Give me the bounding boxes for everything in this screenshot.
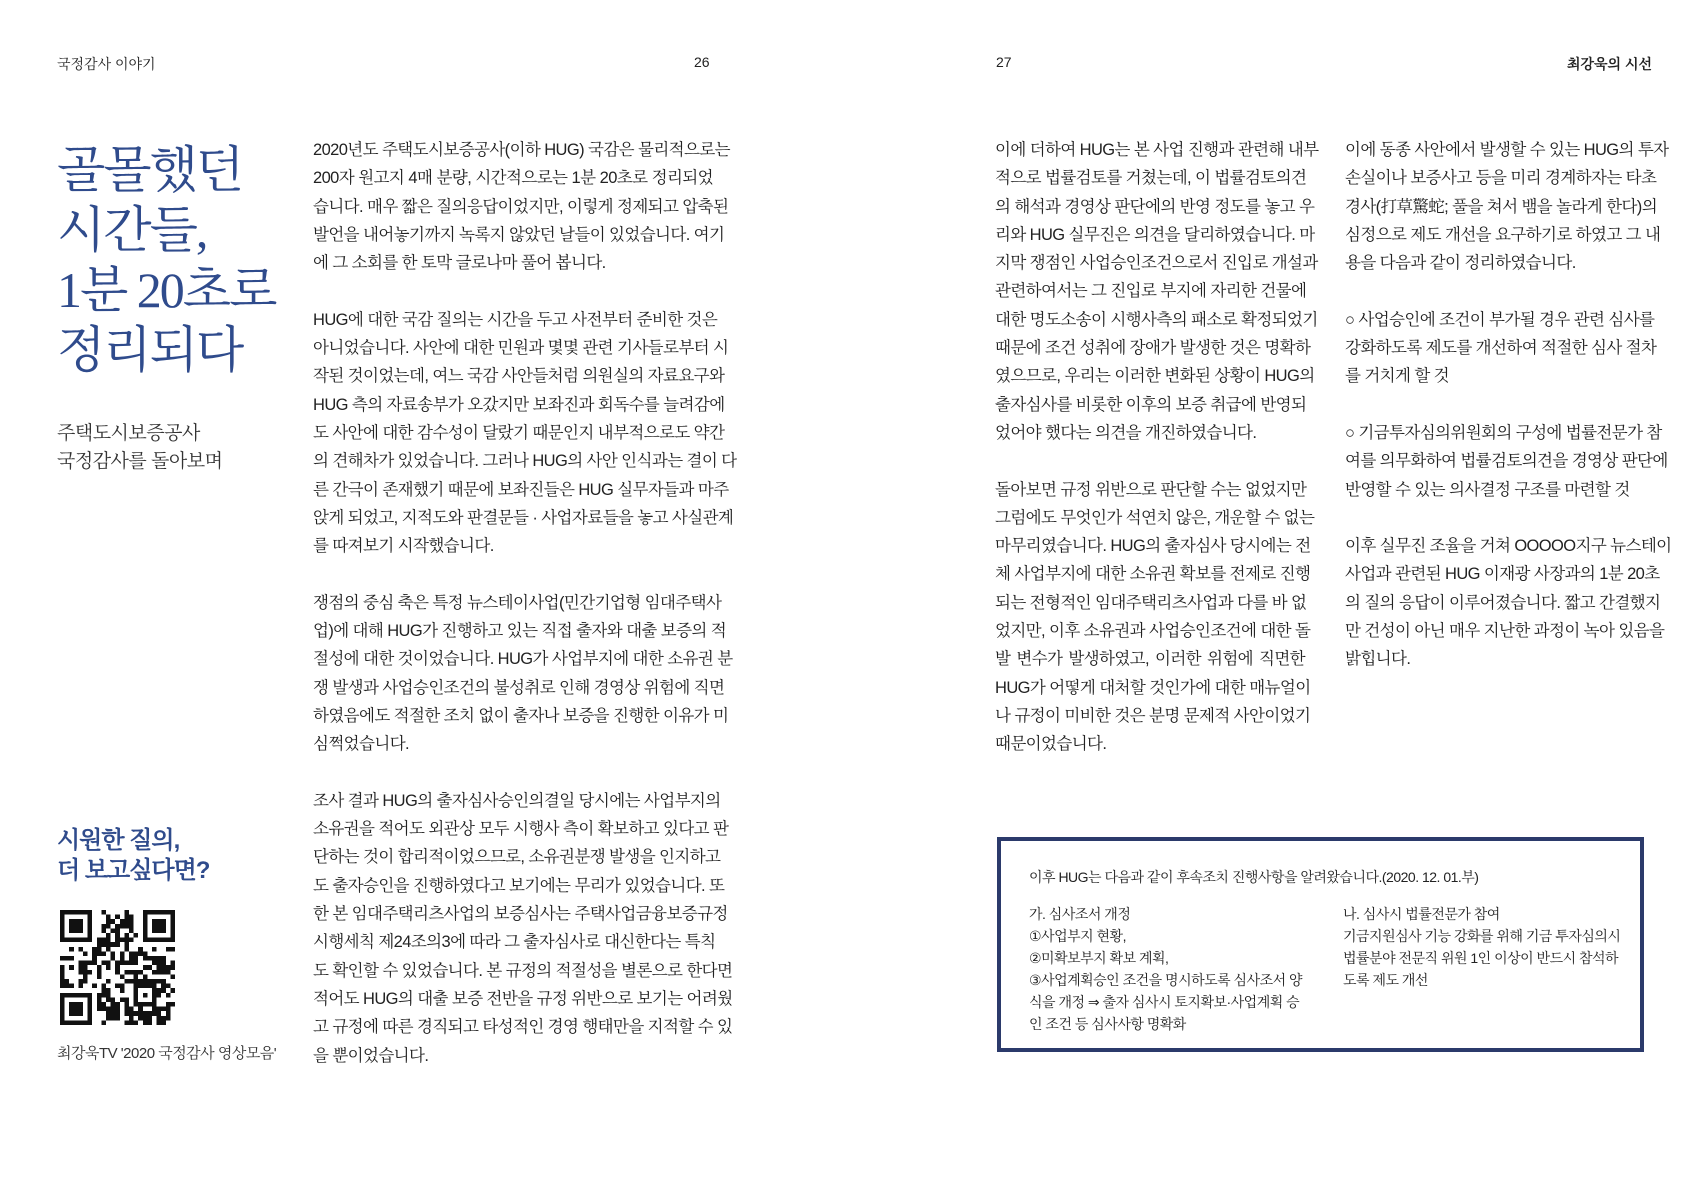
followup-line: 도록 제도 개선: [1343, 972, 1428, 988]
paragraph: [995, 136, 1319, 447]
text-line: ○ 사업승인에 조건이 부가될 경우 관련 심사를: [1345, 310, 1655, 329]
text-line: 쟁 발생과 사업승인조건의 불성취로 인해 경영상 위험에 직면: [313, 678, 725, 697]
followup-line: 식을 개정 ⇒ 출자 심사시 토지확보·사업계획 승: [1029, 994, 1300, 1010]
page-number-left: 26: [694, 54, 710, 70]
paragraph: [1345, 136, 1669, 277]
text-line: 의 견해차가 있었습니다. 그러나 HUG의 사안 인식과는 결이 다: [313, 452, 737, 471]
body-column-1: [313, 136, 737, 1098]
text-line: 고 규정에 따른 경직되고 타성적인 경영 행태만을 지적할 수 있: [313, 1018, 733, 1037]
promo-line: 더 보고싶다면?: [57, 857, 210, 884]
paragraph: [313, 306, 737, 561]
text-line: HUG가 어떻게 대처할 것인가에 대한 매뉴얼이: [995, 678, 1311, 697]
title-line: 정리되다: [57, 322, 243, 378]
paragraph: [313, 136, 731, 277]
text-line: 손실이나 보증사고 등을 미리 경계하자는 타초: [1345, 169, 1657, 188]
text-line: 지막 쟁점인 사업승인조건으로서 진입로 개설과: [995, 254, 1318, 273]
paragraph: [995, 476, 1315, 759]
followup-line: 인 조건 등 심사사항 명확화: [1029, 1016, 1186, 1032]
body-column-3: [1345, 136, 1672, 702]
text-line: 사업과 관련된 HUG 이재광 사장과의 1분 20초: [1345, 565, 1660, 584]
text-line: 었지만, 이후 소유권과 사업승인조건에 대한 돌: [995, 622, 1311, 641]
text-line: 습니다. 매우 짧은 질의응답이었지만, 이렇게 정제되고 압축된: [313, 197, 729, 216]
text-line: 하였음에도 적절한 조치 없이 출자나 보증을 진행한 이유가 미: [313, 706, 729, 725]
text-line: 앉게 되었고, 지적도와 판결문들 · 사업자료들을 놓고 사실관계: [313, 508, 734, 527]
text-line: 대한 명도소송이 시행사측의 패소로 확정되었기: [995, 310, 1318, 329]
qr-caption: 최강욱TV '2020 국정감사 영상모음': [57, 1045, 277, 1062]
text-line: 조사 결과 HUG의 출자심사승인의결일 당시에는 사업부지의: [313, 791, 721, 810]
text-line: 적어도 HUG의 대출 보증 전반을 규정 위반으로 보기는 어려웠: [313, 989, 733, 1008]
page-number-right: 27: [996, 54, 1012, 70]
paragraph: [1345, 306, 1657, 391]
text-line: 돌아보면 규정 위반으로 판단할 수는 없었지만: [995, 480, 1307, 499]
text-line: 시행세칙 제24조의3에 따라 그 출자심사로 대신한다는 특칙: [313, 933, 716, 952]
text-line: 한 본 임대주택리츠사업의 보증심사는 주택사업금융보증규정: [313, 905, 728, 924]
paragraph: [313, 589, 733, 759]
running-title-left: 국정감사 이야기: [57, 56, 156, 72]
body-column-2: [995, 136, 1319, 787]
text-line: 쟁점의 중심 축은 특정 뉴스테이사업(민간기업형 임대주택사: [313, 593, 722, 612]
followup-line: 법률분야 전문직 위원 1인 이상이 반드시 참석하: [1343, 950, 1619, 966]
text-line: 이에 동종 사안에서 발생할 수 있는 HUG의 투자: [1345, 141, 1669, 159]
text-line: 체 사업부지에 대한 소유권 확보를 전제로 진행: [995, 565, 1311, 584]
followup-line: ②미확보부지 확보 계획,: [1029, 950, 1169, 966]
text-line: 경사(打草驚蛇; 풀을 쳐서 뱀을 놀라게 한다)의: [1345, 197, 1658, 216]
text-line: 였으므로, 우리는 이러한 변화된 상황이 HUG의: [995, 367, 1315, 386]
text-line: 른 간극이 존재했기 때문에 보좌진들은 HUG 실무자들과 마주: [313, 480, 729, 499]
text-line: 때문이었습니다.: [995, 735, 1107, 754]
text-line: 마무리였습니다. HUG의 출자심사 당시에는 전: [995, 537, 1311, 556]
followup-line: ①사업부지 현황,: [1029, 928, 1126, 944]
followup-intro: 이후 HUG는 다음과 같이 후속조치 진행사항을 알려왔습니다.(2020. 12. 01.부): [1029, 869, 1479, 885]
followup-line: 기금지원심사 기능 강화를 위해 기금 투자심의시: [1343, 928, 1621, 944]
text-line: 를 따져보기 시작했습니다.: [313, 537, 494, 556]
paragraph: [313, 787, 733, 1070]
followup-item-b: [1343, 903, 1620, 991]
text-line: 발언을 내어놓기까지 녹록지 않았던 날들이 있었습니다. 여기: [313, 225, 725, 244]
text-line: 도 출자승인을 진행하였다고 보기에는 무리가 있었습니다. 또: [313, 876, 725, 895]
title-line: 골몰했던: [57, 142, 243, 198]
text-line: 출자심사를 비롯한 이후의 보증 취급에 반영되: [995, 395, 1307, 414]
text-line: 아니었습니다. 사안에 대한 민원과 몇몇 관련 기사들로부터 시: [313, 339, 729, 358]
running-title-right: 최강욱의 시선: [1566, 56, 1652, 72]
text-line: 절성에 대한 것이었습니다. HUG가 사업부지에 대한 소유권 분: [313, 650, 733, 669]
text-line: 200자 원고지 4매 분량, 시간적으로는 1분 20초로 정리되었: [313, 169, 713, 188]
chapter-title: [57, 140, 275, 380]
text-line: 용을 다음과 같이 정리하였습니다.: [1345, 254, 1576, 273]
text-line: 강화하도록 제도를 개선하여 적절한 심사 절차: [1345, 339, 1657, 358]
qr-code[interactable]: [60, 910, 175, 1025]
text-line: 업)에 대해 HUG가 진행하고 있는 직접 출자와 대출 보증의 적: [313, 622, 727, 641]
text-line: 반영할 수 있는 의사결정 구조를 마련할 것: [1345, 480, 1630, 499]
text-line: 도 확인할 수 있었습니다. 본 규정의 적절성을 별론으로 한다면: [313, 961, 733, 980]
text-line: 의 질의 응답이 이루어졌습니다. 짧고 간결했지: [1345, 593, 1661, 612]
text-line: 발 변수가 발생하였고, 이러한 위험에 직면한: [995, 650, 1305, 669]
followup-line: 가. 심사조서 개정: [1029, 906, 1131, 922]
followup-line: 나. 심사시 법률전문가 참여: [1343, 906, 1500, 922]
text-line: 소유권을 적어도 외관상 모두 시행사 측이 확보하고 있다고 판: [313, 820, 729, 839]
paragraph: [1345, 419, 1668, 504]
text-line: 이후 실무진 조율을 거쳐 OOOOO지구 뉴스테이: [1345, 537, 1672, 556]
text-line: 었어야 했다는 의견을 개진하였습니다.: [995, 423, 1257, 442]
text-line: 그럼에도 무엇인가 석연치 않은, 개운할 수 없는: [995, 508, 1315, 527]
text-line: 때문에 조건 성취에 장애가 발생한 것은 명확하: [995, 339, 1311, 358]
text-line: ○ 기금투자심의위원회의 구성에 법률전문가 참: [1345, 423, 1662, 442]
text-line: 적으로 법률검토를 거쳤는데, 이 법률검토의견: [995, 169, 1307, 188]
text-line: HUG에 대한 국감 질의는 시간을 두고 사전부터 준비한 것은: [313, 310, 718, 329]
text-line: HUG 측의 자료송부가 오갔지만 보좌진과 회독수를 늘려감에: [313, 395, 725, 414]
text-line: 을 뿐이었습니다.: [313, 1046, 429, 1065]
promo-line: 시원한 질의,: [57, 827, 180, 854]
text-line: 밝힙니다.: [1345, 650, 1411, 669]
text-line: 리와 HUG 실무진은 의견을 달리하였습니다. 마: [995, 225, 1315, 244]
text-line: 이에 더하여 HUG는 본 사업 진행과 관련해 내부: [995, 141, 1319, 159]
text-line: 만 건성이 아닌 매우 지난한 과정이 녹아 있음을: [1345, 622, 1665, 641]
video-promo-heading: [57, 826, 209, 886]
text-line: 되는 전형적인 임대주택리츠사업과 다를 바 없: [995, 593, 1307, 612]
text-line: 도 사안에 대한 감수성이 달랐기 때문인지 내부적으로도 약간: [313, 423, 725, 442]
text-line: 나 규정이 미비한 것은 분명 문제적 사안이었기: [995, 706, 1311, 725]
text-line: 여를 의무화하여 법률검토의견을 경영상 판단에: [1345, 452, 1668, 471]
title-line: 시간들,: [57, 202, 207, 258]
text-line: 작된 것이었는데, 여느 국감 사안들처럼 의원실의 자료요구와: [313, 367, 725, 386]
title-line: 1분 20초로: [57, 262, 276, 318]
followup-item-a: [1029, 903, 1302, 1035]
followup-line: ③사업계획승인 조건을 명시하도록 심사조서 양: [1029, 972, 1303, 988]
text-line: 심쩍었습니다.: [313, 735, 410, 754]
text-line: 를 거치게 할 것: [1345, 367, 1449, 386]
text-line: 단하는 것이 합리적이었으므로, 소유권분쟁 발생을 인지하고: [313, 848, 721, 867]
followup-box: [997, 837, 1644, 1052]
text-line: 의 해석과 경영상 판단에의 반영 정도를 놓고 우: [995, 197, 1315, 216]
subtitle-line: 주택도시보증공사: [57, 423, 200, 444]
text-line: 심정으로 제도 개선을 요구하기로 하였고 그 내: [1345, 225, 1661, 244]
paragraph: [1345, 532, 1672, 673]
chapter-subtitle: [57, 420, 222, 476]
text-line: 에 그 소회를 한 토막 글로나마 풀어 봅니다.: [313, 254, 606, 273]
subtitle-line: 국정감사를 돌아보며: [57, 451, 223, 472]
text-line: 관련하여서는 그 진입로 부지에 자리한 건물에: [995, 282, 1307, 301]
text-line: 2020년도 주택도시보증공사(이하 HUG) 국감은 물리적으로는: [313, 141, 731, 159]
